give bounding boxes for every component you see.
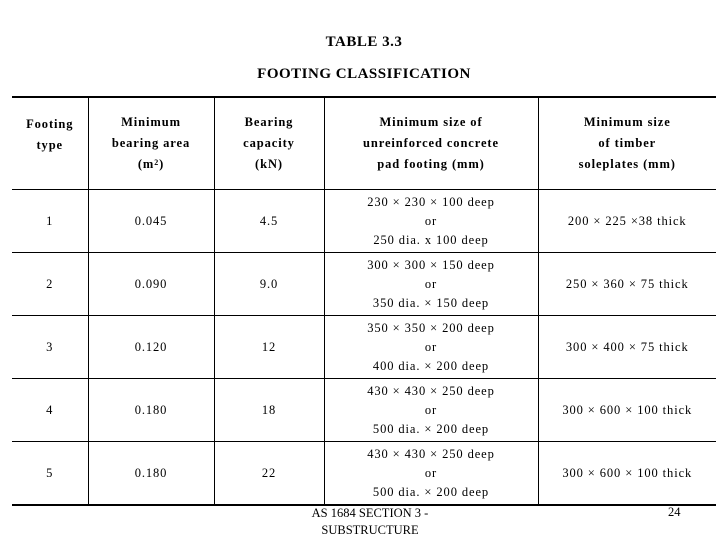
header-unit-text: (m [137,157,155,171]
cell-bearing-capacity: 12 [214,316,324,379]
cell-soleplate-size: 200 × 225 ×38 thick [538,190,716,253]
table-number: TABLE 3.3 [325,34,403,50]
cell-line: or [424,339,438,354]
footer-section-line: AS 1684 SECTION 3 - [311,506,429,520]
table-title: FOOTING CLASSIFICATION [257,66,471,82]
header-soleplate-size [538,97,716,190]
cell-bearing-capacity: 18 [214,379,324,442]
cell-line: 350 × 350 × 200 deep [367,320,495,335]
header-line: unreinforced concrete [363,136,499,150]
cell-pad-footing-size [324,190,538,253]
header-line: Minimum [121,115,181,129]
cell-bearing-area: 0.120 [88,316,214,379]
cell-footing-type: 2 [12,253,88,316]
header-line: Bearing [244,115,294,129]
header-bearing-capacity [214,97,324,190]
header-line: bearing area [111,136,191,150]
cell-line: or [424,213,438,228]
cell-line: 250 dia. x 100 deep [373,232,489,247]
cell-line: 430 × 430 × 250 deep [367,446,495,461]
header-line: of timber [598,136,657,150]
cell-bearing-capacity: 9.0 [214,253,324,316]
cell-bearing-capacity: 4.5 [214,190,324,253]
cell-footing-type: 1 [12,190,88,253]
header-unit-close: ) [159,157,165,171]
table-row [12,190,716,253]
header-line: Footing [26,117,74,131]
header-line [89,154,214,175]
header-unit-superscript: 2 [154,158,160,167]
cell-footing-type: 4 [12,379,88,442]
cell-footing-type: 3 [12,316,88,379]
cell-bearing-area: 0.180 [88,442,214,506]
cell-line: or [424,276,438,291]
cell-bearing-area: 0.090 [88,253,214,316]
table-row [12,442,716,506]
cell-line: 400 dia. × 200 deep [372,358,490,373]
cell-pad-footing-size [324,379,538,442]
footer-section-title [280,505,460,539]
cell-pad-footing-size [324,316,538,379]
header-line: soleplates (mm) [578,157,676,171]
cell-bearing-area: 0.180 [88,379,214,442]
header-pad-footing-size [324,97,538,190]
table-row [12,316,716,379]
cell-pad-footing-size [324,253,538,316]
cell-line: 500 dia. × 200 deep [372,484,490,499]
cell-line: 230 × 230 × 100 deep [367,194,495,209]
header-bearing-area [88,97,214,190]
cell-line: or [424,402,438,417]
footer-section-line: SUBSTRUCTURE [321,523,419,537]
cell-line: 430 × 430 × 250 deep [367,383,495,398]
header-row [12,97,716,190]
cell-pad-footing-size [324,442,538,506]
header-line: Minimum size [583,115,671,129]
cell-soleplate-size: 300 × 600 × 100 thick [538,379,716,442]
header-footing-type [12,97,88,190]
table-row [12,253,716,316]
header-line: (kN) [255,157,283,171]
cell-footing-type: 5 [12,442,88,506]
cell-line: 500 dia. × 200 deep [372,421,490,436]
table-row [12,379,716,442]
header-line: capacity [243,136,295,150]
footing-classification-table [12,96,716,506]
cell-soleplate-size: 300 × 600 × 100 thick [538,442,716,506]
cell-bearing-area: 0.045 [88,190,214,253]
header-line: Minimum size of [379,115,483,129]
header-line: type [36,138,63,152]
page-number: 24 [668,505,681,519]
cell-soleplate-size: 300 × 400 × 75 thick [538,316,716,379]
cell-line: or [424,465,438,480]
cell-line: 350 dia. × 150 deep [372,295,490,310]
cell-soleplate-size: 250 × 360 × 75 thick [538,253,716,316]
cell-line: 300 × 300 × 150 deep [367,257,495,272]
header-line: pad footing (mm) [377,157,485,171]
cell-bearing-capacity: 22 [214,442,324,506]
